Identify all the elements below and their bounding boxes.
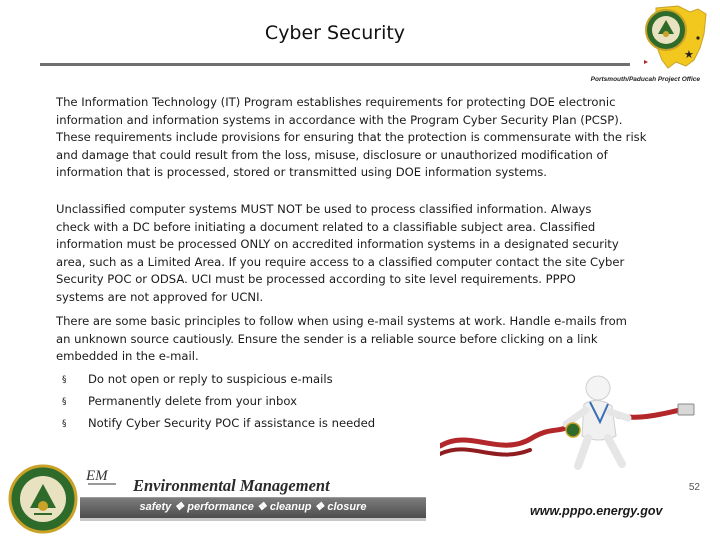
paragraph-it-program bbox=[56, 94, 676, 182]
paragraph-line: systems are not approved for UCNI. bbox=[56, 289, 264, 304]
slide-title: Cyber Security bbox=[264, 22, 406, 44]
paragraph-line: information must be processed ONLY on accredited information systems in a designated security bbox=[56, 237, 619, 252]
white-figure-icon bbox=[566, 376, 628, 466]
paragraph-line: Security POC or ODSA. UCI must be processed according to site level requirements. PPPO bbox=[56, 272, 576, 287]
website-url: www.pppo.energy.gov bbox=[530, 504, 663, 518]
paragraph-line: embedded in the e-mail. bbox=[56, 349, 199, 364]
list-item bbox=[62, 413, 375, 435]
environmental-management-title: Environmental Management bbox=[133, 476, 330, 495]
paragraph-line: check with a DC before initiating a document related to a classifiable subject area. Classified bbox=[56, 219, 596, 234]
paragraph-line: and damage that could result from the loss, misuse, disclosure or unauthorized modification of bbox=[56, 147, 608, 162]
paragraph-line: information that is processed, stored or transmitted using DOE information systems. bbox=[56, 165, 547, 180]
tagline-bar-shadow bbox=[80, 518, 426, 521]
tagline-text: safety ❖ performance ❖ cleanup ❖ closure bbox=[139, 501, 367, 513]
bullet-icon: § bbox=[62, 419, 67, 429]
paragraph-line: information and information systems in accordance with the Program Cyber Security Plan (PCSP). bbox=[56, 112, 623, 127]
figure-pulling-cable-illustration bbox=[440, 350, 720, 480]
list-item-text: Do not open or reply to suspicious e-mails bbox=[88, 372, 333, 386]
paragraph-line: The Information Technology (IT) Program establishes requirements for protecting DOE electronic bbox=[56, 95, 616, 109]
paragraph-line: There are some basic principles to follow when using e-mail systems at work. Handle e-mails from bbox=[56, 314, 627, 328]
list-item bbox=[62, 391, 375, 413]
office-label: Portsmouth/Paducah Project Office bbox=[590, 76, 700, 83]
star-icon: ★ bbox=[684, 48, 694, 61]
list-item bbox=[62, 369, 375, 391]
paragraph-line: Unclassified computer systems MUST NOT be used to process classified information. Always bbox=[56, 202, 592, 216]
em-logo-text: EM bbox=[86, 468, 108, 484]
email-tips-list bbox=[62, 369, 375, 435]
flag-icon bbox=[644, 60, 648, 64]
paragraph-line: These requirements include provisions for ensuring that the protection is commensurate with the risk bbox=[56, 130, 647, 145]
title-divider bbox=[40, 63, 630, 66]
red-cable bbox=[440, 424, 572, 446]
paragraph-classified-info bbox=[56, 201, 676, 307]
doe-seal-ohio-logo bbox=[638, 4, 708, 72]
doe-seal-icon bbox=[8, 464, 78, 534]
paragraph-line: area, such as a Limited Area. If you require access to a classified computer contact the site Cyber bbox=[56, 254, 625, 269]
paragraph-line: an unknown source cautiously. Ensure the sender is a reliable source before clicking on a link bbox=[56, 331, 598, 346]
doe-badge-icon bbox=[566, 423, 580, 437]
list-item-text: Permanently delete from your inbox bbox=[88, 394, 297, 408]
page-number: 52 bbox=[688, 482, 700, 493]
em-logo-graphic bbox=[86, 466, 126, 496]
location-dot-icon bbox=[696, 36, 699, 39]
bullet-icon: § bbox=[62, 397, 67, 407]
bullet-icon: § bbox=[62, 375, 67, 385]
em-logo bbox=[86, 466, 126, 496]
tagline-bar bbox=[80, 497, 426, 519]
network-plug-icon bbox=[678, 404, 694, 415]
list-item-text: Notify Cyber Security POC if assistance is needed bbox=[88, 416, 376, 430]
